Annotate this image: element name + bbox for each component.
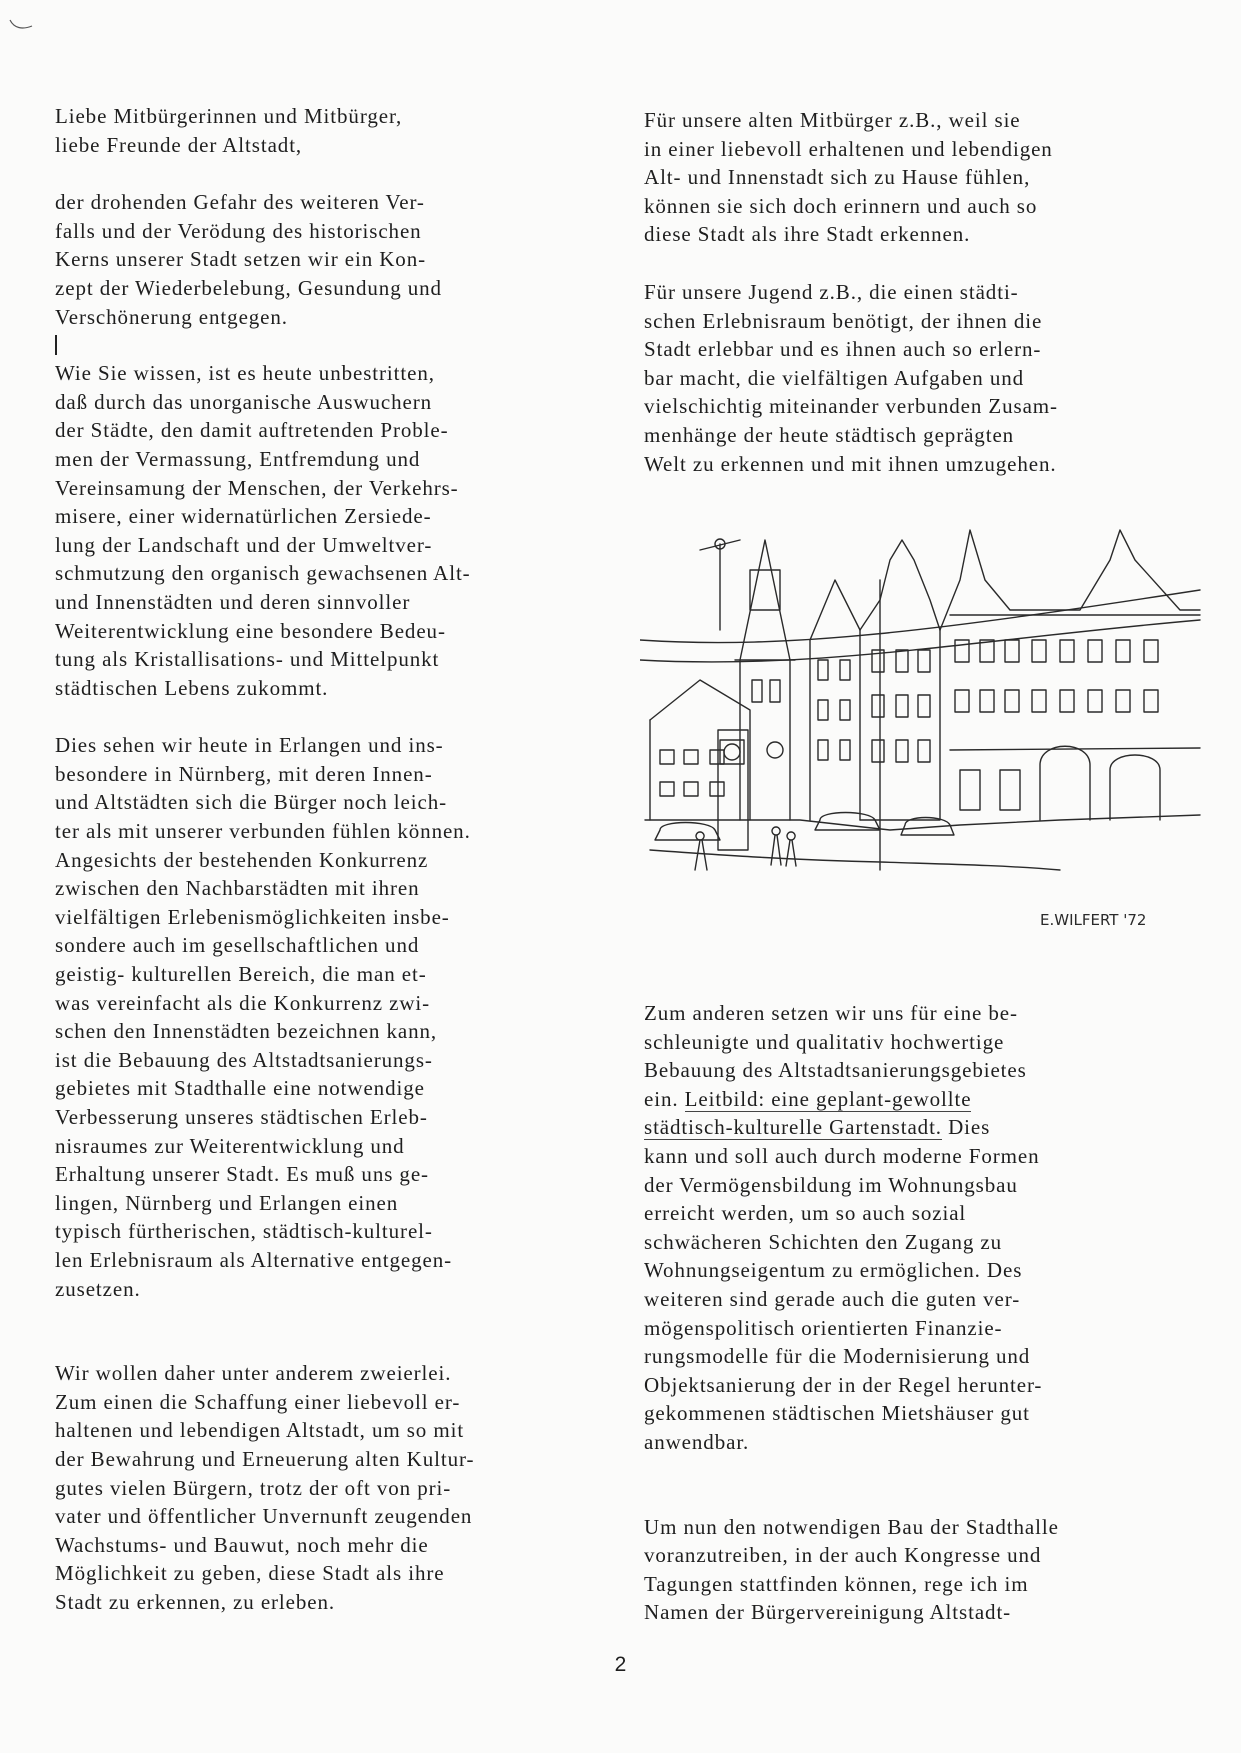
- text-line: der Städte, den damit auftretenden Proble-: [55, 418, 449, 443]
- text-line-leitbild-2: [644, 1113, 1224, 1142]
- text-line: rungsmodelle für die Modernisierung und: [644, 1344, 1031, 1369]
- paragraph-1: [55, 188, 655, 331]
- text-line: misere, einer widernatürlichen Zersiede-: [55, 504, 432, 529]
- leitbild-underlined: Leitbild: eine geplant-gewollte: [684, 1086, 972, 1111]
- text-line: voranzutreiben, in der auch Kongresse und: [644, 1543, 1042, 1568]
- street-sketch-illustration: [640, 520, 1210, 980]
- text-line: mögenspolitisch orientierten Finanzie-: [644, 1315, 1003, 1340]
- text-line: Kerns unserer Stadt setzen wir ein Kon-: [55, 247, 426, 272]
- text-line: haltenen und lebendigen Altstadt, um so mit: [55, 1418, 465, 1443]
- text-line: Tagungen stattfinden können, rege ich im: [644, 1571, 1029, 1596]
- text-line: Erhaltung unserer Stadt. Es muß uns ge-: [55, 1162, 429, 1187]
- text-line: erreicht werden, um so auch sozial: [644, 1201, 967, 1226]
- text-line: der Bewahrung und Erneuerung alten Kultur-: [55, 1446, 475, 1471]
- text-line: der Vermögensbildung im Wohnungsbau: [644, 1172, 1018, 1197]
- text-line: Welt zu erkennen und mit ihnen umzugehen.: [644, 451, 1057, 476]
- text-line: Zum einen die Schaffung einer liebevoll er-: [55, 1389, 461, 1414]
- text-line: men der Vermassung, Entfremdung und: [55, 446, 421, 471]
- text-line: menhänge der heute städtisch geprägten: [644, 422, 1015, 447]
- text-line: bar macht, die vielfältigen Aufgaben und: [644, 365, 1025, 390]
- text-line: Alt- und Innenstadt sich zu Hause fühlen,: [644, 165, 1031, 190]
- text-line: Wohnungseigentum zu ermöglichen. Des: [644, 1258, 1023, 1283]
- paragraph-6: [644, 278, 1224, 478]
- right-column-lower: [644, 999, 1224, 1627]
- text-line: len Erlebnisraum als Alternative entgegen-: [55, 1247, 453, 1272]
- text-line: Zum anderen setzen wir uns für eine be-: [644, 1001, 1018, 1025]
- page-number: 2: [614, 1653, 627, 1676]
- text-line: vielfältigen Erlebenismöglichkeiten insbe-: [55, 904, 450, 929]
- right-column: [644, 106, 1224, 478]
- text-line: Bebauung des Altstadtsanierungsgebietes: [644, 1058, 1027, 1083]
- text-line: weiteren sind gerade auch die guten ver-: [644, 1286, 1021, 1311]
- paragraph-8: [644, 1513, 1224, 1627]
- text-line: vater und öffentlicher Unvernunft zeugenden: [55, 1504, 473, 1529]
- text-line: vielschichtig miteinander verbunden Zusam-: [644, 394, 1058, 419]
- text-line: Verbesserung unseres städtischen Erleb-: [55, 1105, 428, 1129]
- text-line: Wir wollen daher unter anderem zweierlei.: [55, 1361, 452, 1386]
- salutation: [55, 102, 655, 159]
- text-line: Wie Sie wissen, ist es heute unbestritten,: [55, 361, 435, 386]
- text-line: lingen, Nürnberg und Erlangen einen: [55, 1190, 399, 1215]
- text-line: können sie sich doch erinnern und auch so: [644, 193, 1038, 218]
- text-line: schen Erlebnisraum benötigt, der ihnen die: [644, 308, 1043, 333]
- text-line: geistig- kulturellen Bereich, die man et-: [55, 962, 427, 987]
- paragraph-5: [644, 106, 1224, 249]
- text-line: nisraumes zur Weiterentwicklung und: [55, 1133, 405, 1158]
- text-line: zept der Wiederbelebung, Gesundung und: [55, 275, 442, 300]
- text-line: typisch fürtherischen, städtisch-kulturel-: [55, 1219, 433, 1244]
- paragraph-4: [55, 1359, 655, 1616]
- text-line: und Innenstädten und deren sinnvoller: [55, 589, 411, 614]
- text-line: Stadt zu erkennen, zu erleben.: [55, 1589, 336, 1614]
- text-line: besondere in Nürnberg, mit deren Innen-: [55, 761, 433, 786]
- text-line: diese Stadt als ihre Stadt erkennen.: [644, 222, 971, 247]
- text-line: Weiterentwicklung eine besondere Bedeu-: [55, 618, 446, 643]
- text-line: schen den Innenstädten bezeichnen kann,: [55, 1019, 438, 1044]
- salutation-line: liebe Freunde der Altstadt,: [55, 132, 303, 157]
- text-line: was vereinfacht als die Konkurrenz zwi-: [55, 990, 431, 1015]
- stray-mark: [55, 331, 655, 359]
- text-line: Vereinsamung der Menschen, der Verkehrs-: [55, 475, 459, 500]
- text-line: kann und soll auch durch moderne Formen: [644, 1143, 1040, 1168]
- text-line: zusetzen.: [55, 1276, 141, 1301]
- salutation-line: Liebe Mitbürgerinnen und Mitbürger,: [55, 104, 403, 128]
- text-line: daß durch das unorganische Auswuchern: [55, 389, 432, 414]
- text-line: sondere auch im gesellschaftlichen und: [55, 933, 420, 958]
- paragraph-3: [55, 731, 655, 1303]
- text-line: gutes vielen Bürgern, trotz der oft von pri-: [55, 1475, 452, 1500]
- text-line: Dies sehen wir heute in Erlangen und ins-: [55, 733, 444, 758]
- text-line: schwächeren Schichten den Zugang zu: [644, 1229, 1003, 1254]
- text-line: zwischen den Nachbarstädten mit ihren: [55, 876, 420, 901]
- text-line: falls und der Verödung des historischen: [55, 218, 422, 243]
- text-ein: ein.: [644, 1086, 679, 1111]
- text-line: Stadt erlebbar und es ihnen auch so erlern-: [644, 337, 1042, 362]
- text-line: in einer liebevoll erhaltenen und lebendigen: [644, 136, 1053, 161]
- text-line: anwendbar.: [644, 1429, 750, 1454]
- text-line: schleunigte und qualitativ hochwertige: [644, 1029, 1005, 1054]
- paragraph-2: [55, 359, 655, 702]
- text-line: Verschönerung entgegen.: [55, 304, 288, 329]
- corner-scan-mark: [8, 18, 34, 34]
- text-line: Um nun den notwendigen Bau der Stadthalle: [644, 1514, 1059, 1539]
- text-line: und Altstädten sich die Bürger noch leich-: [55, 790, 448, 815]
- text-line: der drohenden Gefahr des weiteren Ver-: [55, 190, 425, 215]
- text-line: städtischen Lebens zukommt.: [55, 675, 329, 700]
- text-line: ter als mit unserer verbunden fühlen können.: [55, 819, 471, 844]
- sketch-signature: E.WILFERT '72: [1040, 911, 1147, 929]
- text-line: Objektsanierung der in der Regel herunter-: [644, 1372, 1043, 1397]
- text-dies: Dies: [948, 1115, 991, 1140]
- text-line-leitbild: [644, 1085, 1224, 1114]
- text-line: gebietes mit Stadthalle eine notwendige: [55, 1076, 425, 1101]
- text-line: Möglichkeit zu geben, diese Stadt als ihre: [55, 1561, 445, 1586]
- paragraph-7: [644, 999, 1224, 1457]
- text-line: Wachstums- und Bauwut, noch mehr die: [55, 1532, 429, 1557]
- text-line: ist die Bebauung des Altstadtsanierungs-: [55, 1047, 433, 1072]
- text-line: Für unsere alten Mitbürger z.B., weil sie: [644, 108, 1021, 132]
- text-line: schmutzung den organisch gewachsenen Alt-: [55, 561, 471, 586]
- left-column: [55, 102, 655, 1617]
- leitbild-underlined: städtisch-kulturelle Gartenstadt.: [644, 1115, 942, 1140]
- text-line: tung als Kristallisations- und Mittelpunkt: [55, 647, 440, 672]
- text-line: lung der Landschaft und der Umweltver-: [55, 532, 433, 557]
- text-line: Namen der Bürgervereinigung Altstadt-: [644, 1600, 1012, 1625]
- text-line: Für unsere Jugend z.B., die einen städti-: [644, 279, 1019, 304]
- text-line: gekommenen städtischen Mietshäuser gut: [644, 1401, 1030, 1426]
- text-line: Angesichts der bestehenden Konkurrenz: [55, 847, 429, 872]
